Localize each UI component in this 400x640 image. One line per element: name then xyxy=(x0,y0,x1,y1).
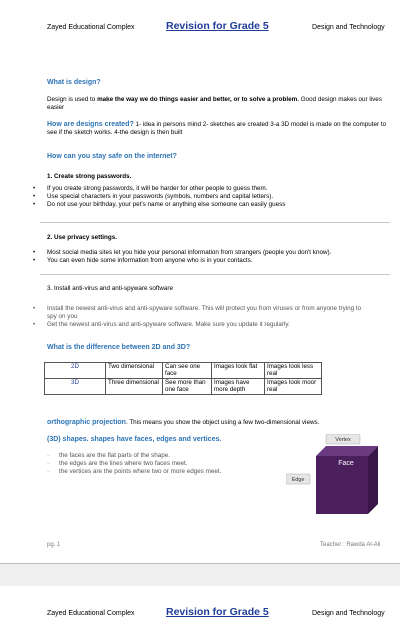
heading-internet-safety: How can you stay safe on the internet? xyxy=(47,153,177,160)
answer-how-created xyxy=(47,121,387,137)
how-created-text: 1- idea in persons mind 2- sketches are created 3-a 3D model is made on the computer to see if the sketch works. 4-the design is then built xyxy=(47,121,387,137)
table-cell: 2D xyxy=(45,363,106,379)
comparison-table xyxy=(44,362,322,395)
table-cell: Images look less real xyxy=(265,363,322,379)
page-gap xyxy=(0,563,400,587)
heading-2d-3d: What is the difference between 2D and 3D? xyxy=(47,344,191,351)
answer-text: Design is used to xyxy=(47,96,98,103)
ortho-term: orthographic projection xyxy=(47,419,126,426)
table-cell: Two dimensional xyxy=(106,363,163,379)
answer-what-is-design xyxy=(47,96,387,112)
section-3-list xyxy=(47,305,372,330)
list-item: • If you create strong passwords, it will be harder for other people to guess them. xyxy=(47,185,392,193)
list-item: · the edges are the lines where two faces meet. xyxy=(59,460,284,468)
table-cell: Three dimensional xyxy=(106,378,163,394)
header-subject: Design and Technology xyxy=(312,610,385,617)
cube-diagram xyxy=(286,434,386,518)
table-cell: See more than one face xyxy=(163,378,212,394)
cube-side-face xyxy=(368,446,378,514)
cube-top-face xyxy=(316,446,378,456)
section-1-list xyxy=(47,185,392,210)
table-row xyxy=(45,363,322,379)
list-item: • Install the newest anti-virus and anti-spyware software. This will protect you from viruses or from anyone trying to spy on you xyxy=(47,305,372,321)
teacher-name: Teacher : Rawda Al-Ali xyxy=(320,542,381,548)
header-title: Revision for Grade 5 xyxy=(166,606,269,618)
list-item: · the faces are the flat parts of the shape. xyxy=(59,452,284,460)
ortho-text: . This means you show the object using a few two-dimensional views. xyxy=(125,419,320,426)
header-subject: Design and Technology xyxy=(312,24,385,31)
section-2-list xyxy=(47,249,392,265)
header-school: Zayed Educational Complex xyxy=(47,610,135,617)
header-title: Revision for Grade 5 xyxy=(166,20,269,32)
table-cell: 3D xyxy=(45,378,106,394)
ortho-line xyxy=(47,419,387,427)
table-cell: Images look flat xyxy=(212,363,265,379)
header-school: Zayed Educational Complex xyxy=(47,24,135,31)
heading-3d-shapes: (3D) shapes. shapes have faces, edges and vertices. xyxy=(47,436,222,443)
section-1-title: 1. Create strong passwords. xyxy=(47,173,132,180)
list-item: • Use special characters in your passwords (symbols, numbers and capital letters). xyxy=(47,193,392,201)
table-cell: Can see one face xyxy=(163,363,212,379)
section-3-title: 3. Install anti-virus and anti-spyware software xyxy=(47,285,173,292)
section-2-title: 2. Use privacy settings. xyxy=(47,234,117,241)
list-item: • Do not use your birthday, your pet's name or anything else someone can easily guess xyxy=(47,201,392,209)
face-label: Face xyxy=(338,460,354,467)
shapes-list xyxy=(59,452,284,477)
divider xyxy=(40,222,390,223)
page-2 xyxy=(0,586,400,640)
list-item: • You can even hide some information from anyone who is in your contacts. xyxy=(47,257,392,265)
list-item: • Get the newest anti-virus and anti-spyware software. Make sure you update it regularly. xyxy=(47,321,372,329)
table-row xyxy=(45,378,322,394)
edge-label: Edge xyxy=(291,477,305,483)
table-cell: Images look moor real xyxy=(265,378,322,394)
page-number: pg. 1 xyxy=(47,542,61,548)
heading-how-created: How are designs created? xyxy=(47,121,134,128)
list-item: · the vertices are the points where two or more edges meet. xyxy=(59,468,284,476)
table-cell: Images have more depth xyxy=(212,378,265,394)
vertex-label: Vertex xyxy=(335,437,351,443)
list-item: • Most social media sites let you hide your personal information from strangers (people you don't know). xyxy=(47,249,392,257)
divider xyxy=(40,274,390,275)
answer-bold-text: make the way we do things easier and better, or to solve a problem xyxy=(97,96,298,103)
heading-what-is-design: What is design? xyxy=(47,79,101,86)
answer-text-end: . Good design makes our lives easier xyxy=(47,96,382,112)
